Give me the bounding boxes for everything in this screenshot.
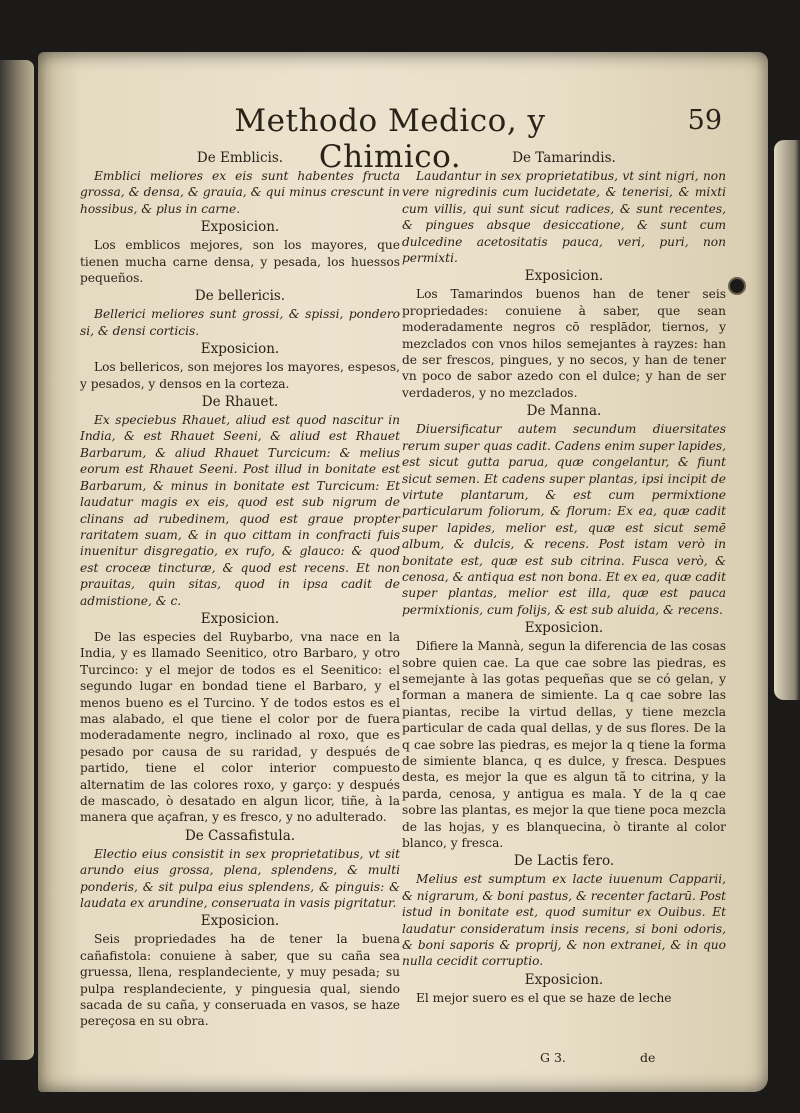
left-page-edge	[0, 60, 34, 1060]
section-heading: De Lactis fero.	[513, 853, 615, 870]
signature-mark: G 3.	[540, 1050, 566, 1065]
latin-paragraph: Laudantur in sex proprietatibus, vt sint nigri, non vere nigredinis cum lucidetate, & tenerisi, & mixti cum villis, qui sunt sicut radices, & sunt recentes, & pingues absque desiccatione, & sunt cum dulcedine acetositatis pauca, veri, puri, non permixti.	[402, 169, 726, 266]
latin-paragraph: Diuersificatur autem secundum diuersitates rerum super quas cadit. Cadens enim super lapides, est sicut gutta parua, quæ congelantur, & fiunt sicut semen. Et cadens super plantas, ipsi incipit de virtute plantarum, & est cum permixtione particularum foliorum, & florum: Ex ea, quæ cadit super lapides, melior est, quæ est sicut semē album, & dulcis, & recens. Post istam verò in bonitate est, quæ est sub citrina. Fusca verò, & cenosa, & antiqua est non bona. Et ex ea, quæ cadit super plantas, melior est illa, quæ est pauca permixtionis, cum folijs, & est sub aluida, & recens.	[402, 422, 726, 617]
right-column	[402, 148, 726, 1008]
left-column	[80, 148, 400, 1032]
section-heading: De Tamarindis.	[512, 150, 616, 166]
running-title: Methodo Medico, y Chimico.	[234, 103, 546, 175]
page-number: 59	[687, 105, 722, 136]
latin-paragraph: Electio eius consistit in sex proprietatibus, vt sit arundo eius grossa, plena, splendens, & multi ponderis, & sit pulpa eius splendens, & pinguis: & laudata ex arundine, conseruata in vasis pigritatur.	[80, 846, 400, 911]
spanish-paragraph: El mejor suero es el que se haze de leche	[416, 990, 672, 1005]
section-heading: Exposicion.	[200, 219, 280, 236]
section-heading: Exposicion.	[524, 620, 604, 637]
section-heading: Exposicion.	[200, 610, 280, 627]
latin-paragraph: Emblici meliores ex eis sunt habentes fructa grossa, & densa, & grauia, & qui minus crescunt in hossibus, & plus in carne.	[80, 169, 400, 216]
section-heading: Exposicion.	[200, 341, 280, 358]
spanish-paragraph: Los Tamarindos buenos han de tener seis propriedades: conuiene à saber, que sean moderadamente negros cō resplādor, tiernos, y mezclados con vnos hilos semejantes à rayzes: han de ser frescos, pingues, y no secos, y han de tener vn poco de sabor azedo con el dulce; y han de ser verdaderos, y no mezclados.	[402, 287, 726, 400]
section-heading: Exposicion.	[524, 971, 604, 988]
page-hole	[728, 277, 746, 295]
spanish-paragraph: Los emblicos mejores, son los mayores, que tienen mucha carne densa, y pesada, los huessos pequeños.	[80, 238, 400, 286]
latin-paragraph: Melius est sumptum ex lacte iuuenum Capparii, & nigrarum, & boni pastus, & recenter factarū. Post istud in bonitate est, quod sumitur ex Ouibus. Et laudatur consideratum insis recens, si boni odoris, & boni saporis & proprij, & non extranei, & in quo nulla cecidit corruptio.	[402, 872, 726, 969]
section-heading: De Cassafistula.	[184, 827, 296, 844]
section-heading: Exposicion.	[200, 913, 280, 930]
right-page-edge	[774, 140, 800, 700]
spanish-paragraph: Seis propriedades ha de tener la buena cañafistola: conuiene à saber, que su caña sea gruessa, llena, resplandeciente, y muy pesada; su pulpa resplandeciente, y pinguesia qual, siendo sacada de su caña, y conseruada en vasos, se haze pereçosa en su obra.	[80, 932, 400, 1029]
section-heading: De bellericis.	[194, 288, 286, 305]
latin-paragraph: Ex speciebus Rhauet, aliud est quod nascitur in India, & est Rhauet Seeni, & aliud est Rhauet Barbarum, & aliud Rhauet Turcicum: & melius eorum est Rhauet Seeni. Post illud in bonitate est Barbarum, & minus in bonitate est Turcicum: Et laudatur magis ex eis, quod est sub nigrum de clinans ad rubedinem, quod est graue propter raritatem suam, & in quo cittam in confracti fuis inuenitur disgregatio, ex rufo, & glauco: & quod est croceæ tincturæ, & quod est recens. Et non prauitas, quin sitas, quod in ipsa cadit de admistione, & c.	[80, 413, 400, 608]
section-heading: De Rhauet.	[201, 394, 279, 411]
latin-paragraph: Bellerici meliores sunt grossi, & spissi, pondero si, & densi corticis.	[80, 307, 400, 338]
section-heading: De Emblicis.	[196, 150, 284, 166]
spanish-paragraph: Difiere la Mannà, segun la diferencia de las cosas sobre quien cae. La que cae sobre las piedras, es semejante à las gotas pequeñas que se có gelan, y forman a manera de simiente. La q cae sobre las piantas, recibe la virtud dellas, y tiene mezcla particular de cada qual dellas, y de sus flores. De la q cae sobre las piedras, es mejor la q tiene la forma de simiente blanca, q es dulce, y fresca. Despues desta, es mejor la que es algun tã to citrina, y la parda, cenosa, y antigua es mala. Y de la q cae sobre las plantas, es mejor la que tiene poca mezcla de las hojas, y es blanquecina, ò tirante al color blanco, y fresca.	[402, 639, 726, 851]
spanish-paragraph: Los bellericos, son mejores los mayores, espesos, y pesados, y densos en la corteza.	[80, 360, 400, 391]
section-heading: Exposicion.	[524, 268, 604, 285]
catchword: de	[640, 1050, 656, 1065]
section-heading: De Manna.	[526, 403, 602, 420]
spanish-paragraph: De las especies del Ruybarbo, vna nace en la India, y es llamado Seenitico, otro Barbaro, y otro Turcinco: y el mejor de todos es el Seenitico: el segundo lugar en bondad tiene el Barbaro, y el menos bueno es el Turcino. Y de todos estos es el mas alabado, el que tiene el color por de fuera moderadamente negro, inclinado al roxo, que es pesado por causa de su raridad, y después de partido, tiene el color interior compuesto alternatim de las colores roxo, y garço: y después de mascado, ò desatado en algun licor, tiñe, à la manera que açafran, y es fresco, y no adulterado.	[80, 629, 400, 825]
